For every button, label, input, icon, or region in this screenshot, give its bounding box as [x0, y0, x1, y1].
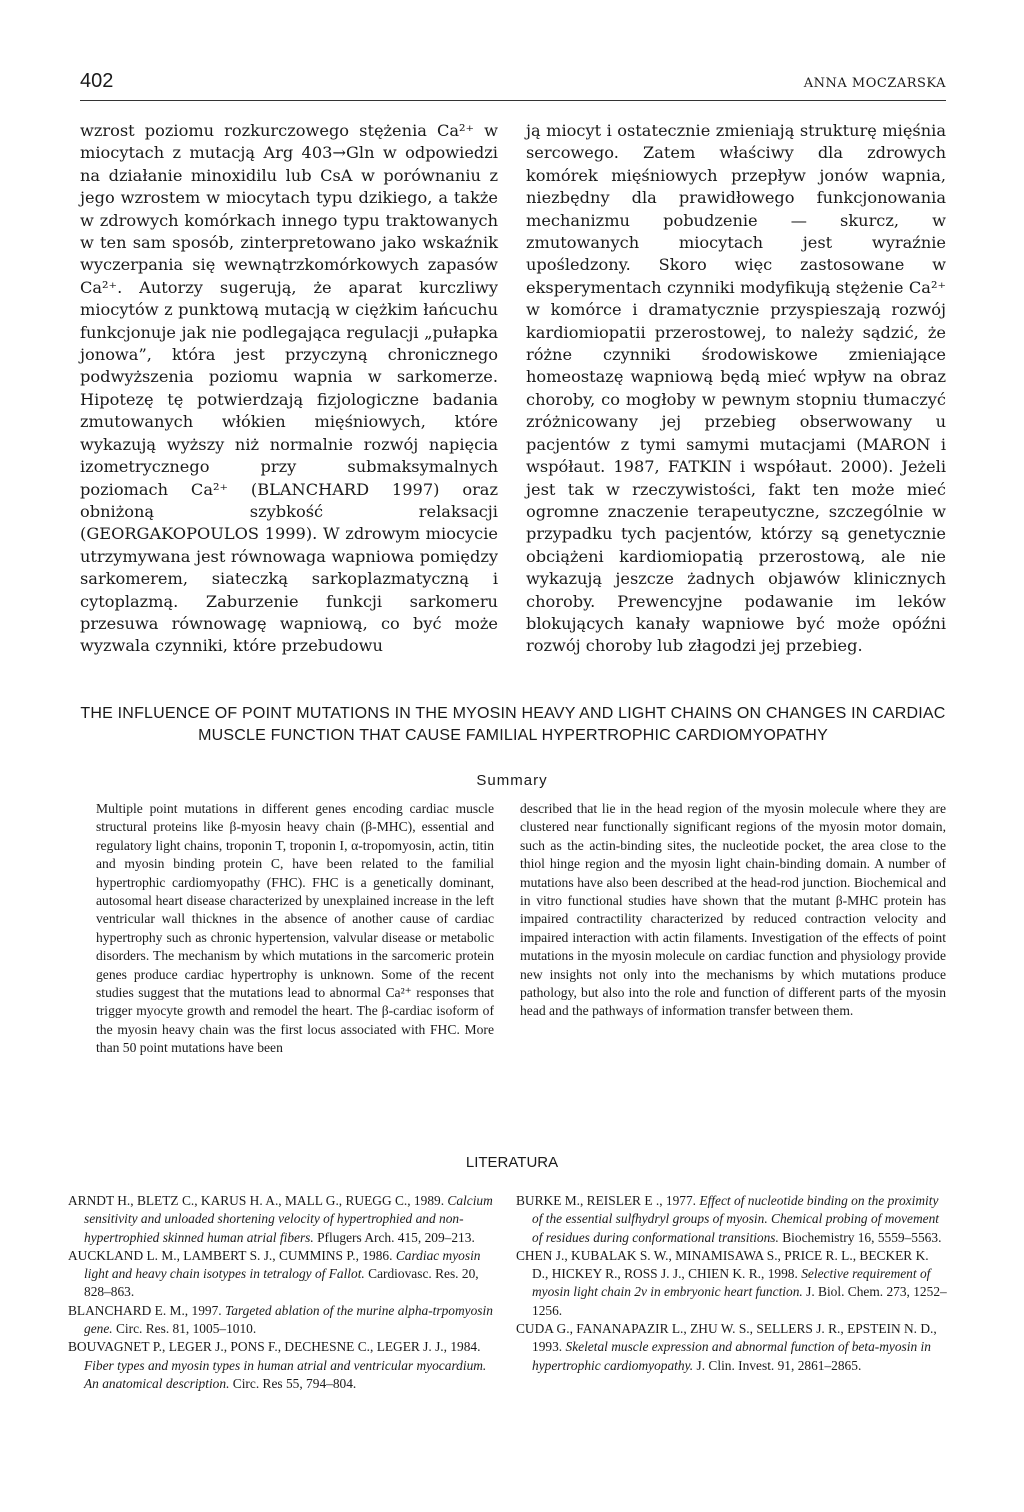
ref-source: Circ. Res. 81, 1005–1010.	[116, 1321, 257, 1337]
ref-source: Pflugers Arch. 415, 209–213.	[317, 1229, 475, 1245]
ref-authors: CUDA G., FANANAPAZIR L., ZHU W. S., SELLERS J. R., EPSTEIN N. D., 1993.	[516, 1321, 937, 1355]
ref-authors: BURKE M., REISLER E ., 1977.	[516, 1193, 697, 1208]
reference-item	[68, 1302, 500, 1339]
summary-paragraph: described that lie in the head region of the myosin molecule where they are clustered near functionally significant regions of the myosin motor domain, such as the actin-binding sites, the nucleotide pocket, the area close to the thiol hinge region and the myosin light chain-binding domain. A number of mutations have also been described at the head-rod junction. Biochemical and in vitro functional studies have shown that the mutant β-MHC protein has impaired contractility characterized by reduced contraction velocity and impaired interaction with actin filaments. Investigation of the effects of point mutations in the myosin molecule on cardiac function and physiology provide new insights not only into the mechanisms by which mutations produce pathology, but also into the role and function of different parts of the myosin head and the pathways of information transfer between them.	[520, 801, 946, 1019]
ref-source: J. Clin. Invest. 91, 2861–2865.	[696, 1357, 862, 1373]
literature-heading: LITERATURA	[465, 1154, 559, 1171]
ref-title: Fiber types and myosin types in human atrial and ventricular myocardium. An anatomical description.	[84, 1357, 487, 1391]
page-number: 402	[80, 70, 114, 92]
ref-title: Calcium sensitivity and unloaded shortening velocity of hypertrophied and non-hypertrophied skinned human atrial fibers.	[84, 1193, 493, 1245]
ref-authors: BOUVAGNET P., LEGER J., PONS F., DECHESNE C., LEGER J. J., 1984.	[68, 1339, 481, 1355]
reference-item	[516, 1320, 948, 1375]
ref-source: Biochemistry 16, 5559–5563.	[782, 1229, 942, 1245]
summary-column-left	[96, 800, 494, 1058]
summary-paragraph: Multiple point mutations in different genes encoding cardiac muscle structural proteins like β-myosin heavy chain (β-MHC), essential and regulatory light chains, troponin T, troponin I, α-tropomyosin, actin, titin and myosin binding protein C, have been related to the familial hypertrophic cardiomyopathy (FHC). FHC is a genetically dominant, autosomal heart disease characterized by unexplained increase in the left ventricular wall thicknes in the absence of another cause of cardiac hypertrophy such as chronic hypertension, valvular disease or metabolic disorders. The mechanism by which mutations in the sarcomeric protein genes produce cardiac hypertrophy is unknown. Some of the recent studies suggest that the mutations lead to abnormal Ca²⁺ responses that trigger myocyte growth and remodel the heart. The β-cardiac isoform of the myosin heavy chain was the first locus associated with FHC. More than 50 point mutations have been	[96, 801, 494, 1056]
ref-authors: CHEN J., KUBALAK S. W., MINAMISAWA S., PRICE R. L., BECKER K. D., HICKEY R., ROSS J. J., CHIEN K. R., 1998.	[516, 1247, 929, 1282]
ref-title: Selective requirement of myosin light chain 2v in embryonic heart function.	[532, 1266, 931, 1300]
ref-title: Skeletal muscle expression and abnormal function of beta-myosin in hypertrophic cardiomyopathy.	[532, 1339, 931, 1373]
ref-title: Effect of nucleotide binding on the proximity of the essential sulfhydryl groups of myosin. Chemical probing of movement of residues during conformational transitions.	[532, 1193, 940, 1245]
ref-title: Targeted ablation of the murine alpha-trpomyosin gene.	[84, 1302, 493, 1337]
summary-label: Summary	[476, 772, 548, 789]
references-right	[516, 1192, 948, 1375]
body-paragraph: wzrost poziomu rozkurczowego stężenia Ca²⁺ w miocytach z mutacją Arg 403→Gln w odpowiedzi na działanie minoxidilu lub CsA w porównaniu z jego wzrostem w miocytach typu dzikiego, a także w zdrowych komórkach innego typu traktowanych w ten sam sposób, zinterpretowano jako wskaźnik wyczerpania się wewnątrzkomórkowych zapasów Ca²⁺. Autorzy sugerują, że aparat kurczliwy miocytów z punktową mutacją w ciężkim łańcuchu funkcjonuje jak nie podlegająca regulacji „pułapka jonowa”, która jest przyczyną chronicznego podwyższenia poziomu wapnia w sarkomerze. Hipotezę tę potwierdzają fizjologiczne badania zmutowanych włókien mięśniowych, które wykazują wyższy niż normalnie rozwój napięcia izometrycznego przy submaksymalnych poziomach Ca²⁺ (BLANCHARD 1997) oraz obniżoną szybkość relaksacji (GEORGAKOPOULOS 1999). W zdrowym miocycie utrzymywana jest równowaga wapniowa pomiędzy sarkomerem, siateczką sarkoplazmatyczną i cytoplazmą. Zaburzenie funkcji sarkomeru przesuwa równowagę wapniową, co być może wyzwala czynniki, które przebudowu	[80, 121, 498, 656]
body-column-left	[80, 120, 498, 658]
ref-source: Cardiovasc. Res. 20, 828–863.	[84, 1266, 479, 1300]
ref-title: Cardiac myosin light and heavy chain isotypes in tetralogy of Fallot.	[84, 1247, 481, 1282]
ref-source: J. Biol. Chem. 273, 1252–1256.	[532, 1284, 947, 1318]
summary-title: THE INFLUENCE OF POINT MUTATIONS IN THE MYOSIN HEAVY AND LIGHT CHAINS ON CHANGES IN CARDIAC MUSCLE FUNCTION THAT CAUSE FAMILIAL HYPERTROPHIC CARDIOMYOPATHY	[80, 705, 946, 744]
references-left	[68, 1192, 500, 1393]
ref-authors: AUCKLAND L. M., LAMBERT S. J., CUMMINS P., 1986.	[68, 1247, 393, 1263]
ref-source: Circ. Res 55, 794–804.	[232, 1375, 357, 1391]
reference-item	[516, 1247, 948, 1320]
ref-authors: BLANCHARD E. M., 1997.	[68, 1302, 222, 1318]
ref-authors: ARNDT H., BLETZ C., KARUS H. A., MALL G., RUEGG C., 1989.	[68, 1193, 445, 1208]
reference-item	[68, 1338, 500, 1393]
reference-item	[68, 1192, 500, 1247]
body-paragraph: ją miocyt i ostatecznie zmieniają strukturę mięśnia sercowego. Zatem właściwy dla zdrowych komórek mięśniowych przepływ jonów wapnia, niezbędny dla prawidłowego funkcjonowania mechanizmu pobudzenie — skurcz, w zmutowanych miocytach jest wyraźnie upośledzony. Skoro więc zastosowane w eksperymentach czynniki modyfikują stężenie Ca²⁺ w komórce i dramatycznie przyspieszają rozwój kardiomiopatii przerostowej, to należy sądzić, że różne czynniki środowiskowe zmieniające homeostazę wapniową będą mieć wpływ na obraz choroby, co mogłoby w pewnym stopniu tłumaczyć zróżnicowany jej przebieg obserwowany u pacjentów z tymi samymi mutacjami (MARON i współaut. 1987, FATKIN i współaut. 2000). Jeżeli jest tak w rzeczywistości, fakt ten może mieć ogromne znaczenie terapeutyczne, szczególnie w przypadku tych pacjentów, którzy są genetycznie obciążeni kardiomiopatią przerostową, ale nie wykazują jeszcze żadnych objawów klinicznych choroby. Prewencyjne podawanie im leków blokujących kanały wapniowe być może opóźni rozwój choroby lub złagodzi jej przebieg.	[526, 121, 946, 656]
reference-item	[68, 1247, 500, 1302]
body-column-right	[526, 120, 946, 658]
summary-column-right	[520, 800, 946, 1021]
reference-item	[516, 1192, 948, 1247]
page-header	[80, 66, 946, 101]
running-title: ANNA MOCZARSKA	[803, 76, 946, 91]
